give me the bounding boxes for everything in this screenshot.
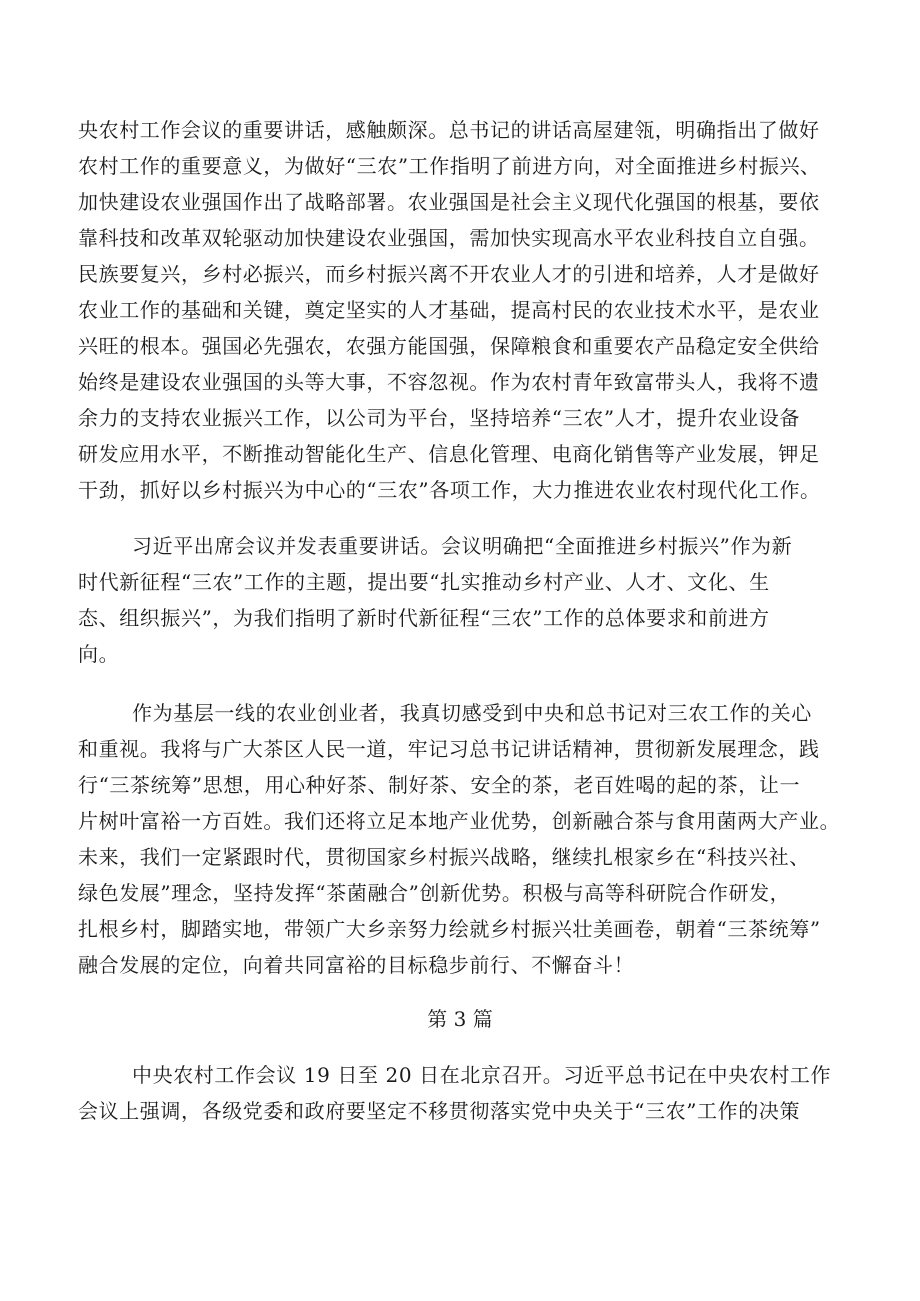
paragraph-line: 兴旺的根本。强国必先强农，农强方能国强，保障粮食和重要农产品稳定安全供给	[78, 334, 820, 358]
paragraph-line: 干劲，抓好以乡村振兴为中心的“三农”各项工作，大力推进农业农村现代化工作。	[78, 478, 821, 502]
paragraph-line: 中央农村工作会议 19 日至 20 日在北京召开。习近平总书记在中央农村工作	[132, 1063, 832, 1087]
paragraph-line: 融合发展的定位，向着共同富裕的目标稳步前行、不懈奋斗！	[78, 953, 635, 977]
paragraph-line: 绿色发展”理念，坚持发挥“茶菌融合”创新优势。积极与高等科研院合作研发，	[78, 881, 791, 905]
paragraph-line: 未来，我们一定紧跟时代，贯彻国家乡村振兴战略，继续扎根家乡在“科技兴社、	[78, 845, 810, 869]
paragraph-line: 行“三茶统筹”思想，用心种好茶、制好茶、安全的茶，老百姓喝的起的茶，让一	[78, 773, 801, 797]
paragraph-line: 靠科技和改革双轮驱动加快建设农业强国，需加快实现高水平农业科技自立自强。	[78, 226, 820, 250]
paragraph-line: 民族要复兴，乡村必振兴，而乡村振兴离不开农业人才的引进和培养，人才是做好	[78, 262, 820, 286]
paragraph-line: 和重视。我将与广大茶区人民一道，牢记习总书记讲话精神，贯彻新发展理念，践	[78, 737, 820, 761]
paragraph-line: 向。	[78, 642, 120, 666]
paragraph-line: 农业工作的基础和关键，奠定坚实的人才基础，提高村民的农业技术水平，是农业	[78, 298, 820, 322]
paragraph-line: 习近平出席会议并发表重要讲话。会议明确把“全面推进乡村振兴”作为新	[132, 534, 793, 558]
paragraph-line: 研发应用水平，不断推动智能化生产、信息化管理、电商化销售等产业发展，钾足	[78, 442, 820, 466]
paragraph-line: 片树叶富裕一方百姓。我们还将立足本地产业优势，创新融合茶与食用菌两大产业。	[78, 809, 841, 833]
paragraph-line: 农村工作的重要意义，为做好“三农”工作指明了前进方向，对全面推进乡村振兴、	[78, 154, 821, 178]
paragraph-line: 始终是建设农业强国的头等大事，不容忽视。作为农村青年致富带头人，我将不遗	[78, 370, 820, 394]
paragraph-line: 余力的支持农业振兴工作，以公司为平台，坚持培养“三农”人才，提升农业设备	[78, 406, 801, 430]
section-heading: 第 3 篇	[427, 1007, 493, 1031]
paragraph-line: 时代新征程“三农”工作的主题，提出要“扎实推动乡村产业、人才、文化、生	[78, 570, 770, 594]
paragraph-line: 加快建设农业强国作出了战略部署。农业强国是社会主义现代化强国的根基，要依	[78, 190, 820, 214]
paragraph-line: 会议上强调，各级党委和政府要坚定不移贯彻落实党中央关于“三农”工作的决策	[78, 1099, 801, 1123]
paragraph-line: 央农村工作会议的重要讲话，感触颇深。总书记的讲话高屋建瓴，明确指出了做好	[78, 118, 820, 142]
paragraph-line: 态、组织振兴”，为我们指明了新时代新征程“三农”工作的总体要求和前进方	[78, 606, 770, 630]
paragraph-line: 扎根乡村，脚踏实地，带领广大乡亲努力绘就乡村振兴壮美画卷，朝着“三茶统筹”	[78, 917, 821, 941]
paragraph-line: 作为基层一线的农业创业者，我真切感受到中央和总书记对三农工作的关心	[132, 701, 812, 725]
